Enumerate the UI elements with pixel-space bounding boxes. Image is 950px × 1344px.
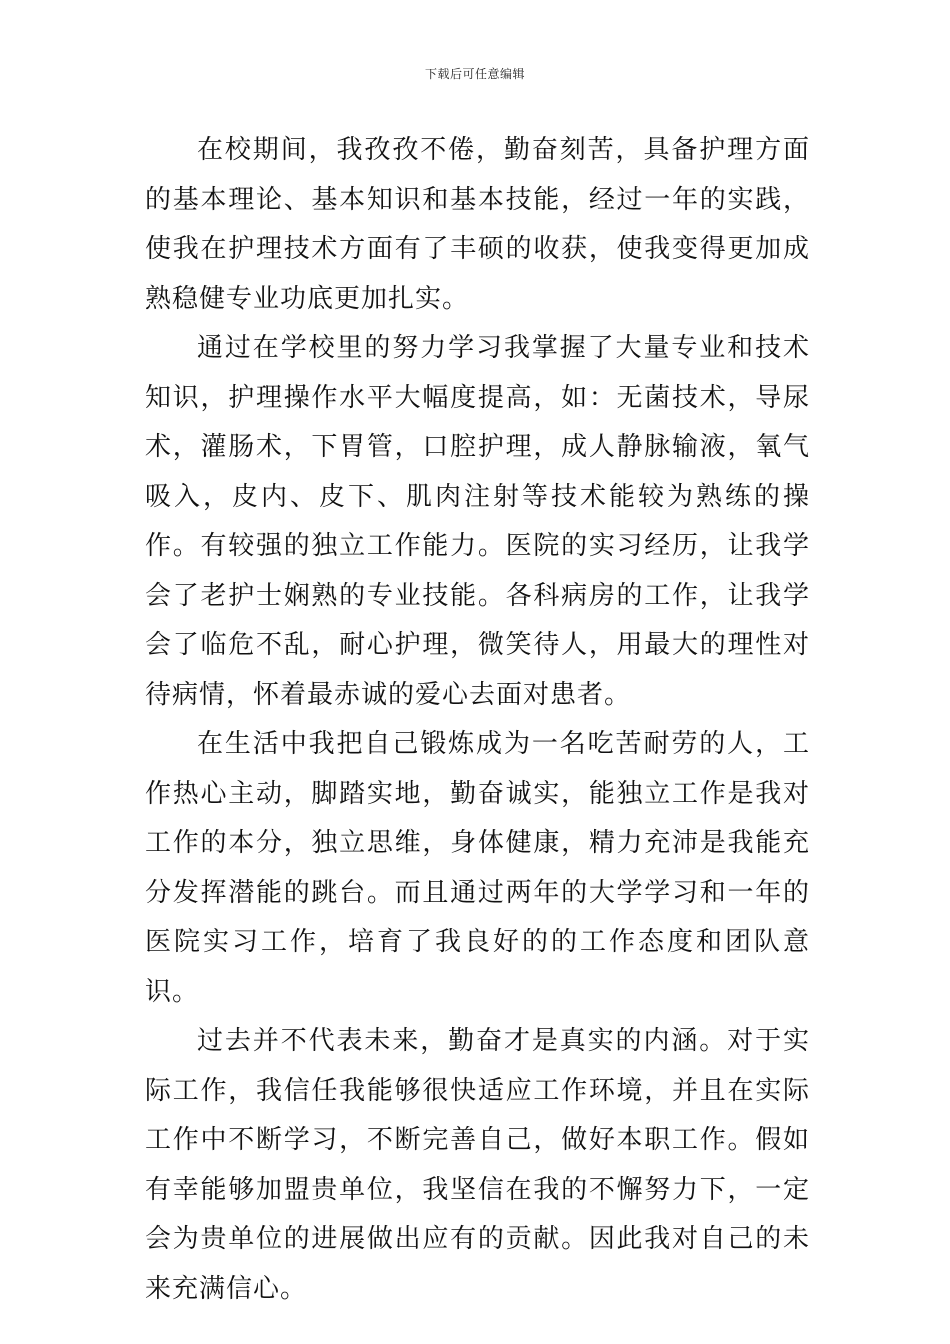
paragraph-3: 在生活中我把自己锻炼成为一名吃苦耐劳的人，工作热心主动，脚踏实地，勤奋诚实，能独立工作是我对工作的本分，独立思维，身体健康，精力充沛是我能充分发挥潜能的跳台。而且通过两年的大学学习和一年的医院实习工作，培育了我良好的的工作态度和团队意识。 xyxy=(145,729,810,1007)
document-body xyxy=(145,126,810,1314)
paragraph-2: 通过在学校里的努力学习我掌握了大量专业和技术知识，护理操作水平大幅度提高，如：无菌技术，导尿术，灌肠术，下胃管，口腔护理，成人静脉输液，氧气吸入，皮内、皮下、肌肉注射等技术能较为熟练的操作。有较强的独立工作能力。医院的实习经历，让我学会了老护士娴熟的专业技能。各科病房的工作，让我学会了临危不乱，耐心护理，微笑待人，用最大的理性对待病情，怀着最赤诚的爱心去面对患者。 xyxy=(145,333,810,710)
paragraph-4: 过去并不代表未来，勤奋才是真实的内涵。对于实际工作，我信任我能够很快适应工作环境，并且在实际工作中不断学习，不断完善自己，做好本职工作。假如有幸能够加盟贵单位，我坚信在我的不懈努力下，一定会为贵单位的进展做出应有的贡献。因此我对自己的未来充满信心。 xyxy=(145,1026,810,1304)
page-header: 下载后可任意编辑 xyxy=(424,67,525,81)
paragraph-1: 在校期间，我孜孜不倦，勤奋刻苦，具备护理方面的基本理论、基本知识和基本技能，经过一年的实践，使我在护理技术方面有了丰硕的收获，使我变得更加成熟稳健专业功底更加扎实。 xyxy=(145,135,810,314)
